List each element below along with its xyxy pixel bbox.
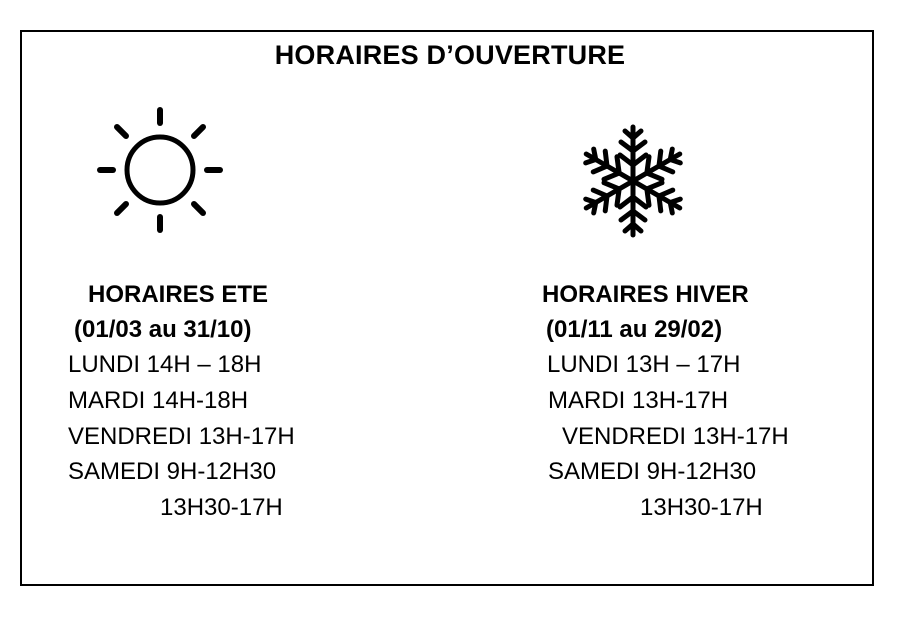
summer-period: (01/03 au 31/10) xyxy=(74,316,252,343)
page-title: HORAIRES D’OUVERTURE xyxy=(274,40,626,70)
snowflake-icon xyxy=(582,124,684,238)
sun-icon xyxy=(96,106,224,234)
winter-line-saturday-afternoon: 13H30-17H xyxy=(640,494,763,521)
summer-line-saturday-afternoon: 13H30-17H xyxy=(160,494,283,521)
winter-line-friday: VENDREDI 13H-17H xyxy=(562,423,789,450)
summer-line-friday: VENDREDI 13H-17H xyxy=(68,423,295,450)
winter-line-saturday: SAMEDI 9H-12H30 xyxy=(548,458,757,485)
summer-line-monday: LUNDI 14H – 18H xyxy=(68,351,262,378)
winter-heading: HORAIRES HIVER xyxy=(542,281,749,308)
summer-line-saturday: SAMEDI 9H-12H30 xyxy=(68,458,277,485)
winter-period: (01/11 au 29/02) xyxy=(546,316,723,343)
winter-line-monday: LUNDI 13H – 17H xyxy=(547,351,741,378)
summer-heading: HORAIRES ETE xyxy=(88,281,269,308)
summer-line-tuesday: MARDI 14H-18H xyxy=(68,387,249,414)
winter-line-tuesday: MARDI 13H-17H xyxy=(548,387,729,414)
